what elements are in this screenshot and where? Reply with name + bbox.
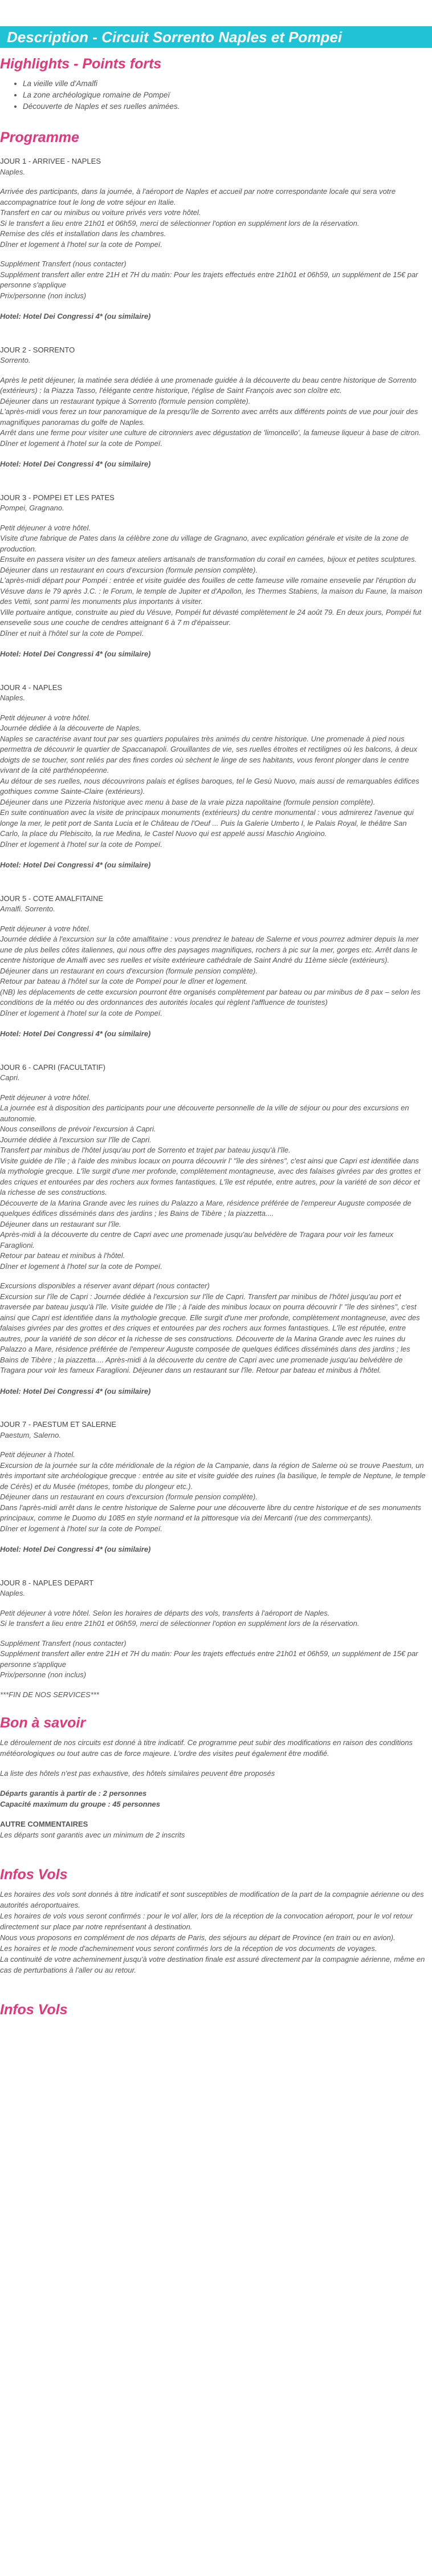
day-extra-line: Supplément transfert aller entre 21H et 7H du matin: Pour les trajets effectués entre 21h01 et 06h59, un supplément de 15€ par personne s'applique bbox=[0, 270, 418, 289]
day-line: Découverte de la Marina Grande avec les ruines du Palazzo a Mare, résidence préférée de l'empereur Auguste composée de quelques édifices disséminés dans des jardins ; les Bains de Tibère ; la piazzetta.... bbox=[0, 1198, 411, 1218]
day-line: Journée dédiée à l'excursion sur la côte amalfitaine : vous prendrez le bateau de Salerne et vous pourrez admirer depuis la mer une de plus belles côtes italiennes, qui nous offre des paysages magnifiques, rochers à pic sur la mer, gorges etc. Arrêt dans le centre historique de Amalfi avec ses ruelles et visite extérieure cathédrale de Saint André du 11ème siècle (extérieurs). bbox=[0, 935, 419, 964]
day-hotel: Hotel: Hotel Dei Congressi 4* (ou similaire) bbox=[0, 861, 151, 869]
day-place: Paestum, Salerno. bbox=[0, 1430, 61, 1439]
day-title: JOUR 3 - POMPEI ET LES PATES bbox=[0, 493, 115, 502]
day-title: JOUR 4 - NAPLES bbox=[0, 683, 63, 692]
day-line: Après le petit déjeuner, la matinée sera dédiée à une promenade guidée à la découverte du beau centre historique de Sorrento (extérieurs) : la Piazza Tasso, l'élégante centre historique, l'église de Saint François avec son cloître etc. bbox=[0, 375, 417, 395]
day-title: JOUR 2 - SORRENTO bbox=[0, 345, 75, 354]
day-line: Journée dédiée à la découverte de Naples. bbox=[0, 724, 141, 732]
day-section bbox=[0, 345, 426, 470]
day-extra-line: Supplément Transfert (nous contacter) bbox=[0, 259, 127, 268]
day-place: Naples. bbox=[0, 167, 26, 176]
day-title: JOUR 7 - PAESTUM ET SALERNE bbox=[0, 1420, 116, 1429]
page-title: Description - Circuit Sorrento Naples et Pompei bbox=[0, 26, 432, 48]
day-line: Visite d'une fabrique de Pates dans la célèbre zone du village de Gragnano, avec explication générale et visite de la zone de production. bbox=[0, 534, 409, 553]
day-extra-line: Prix/personne (non inclus) bbox=[0, 291, 87, 300]
day-line: Dîner et logement à l'hotel sur la cote de Pompeï. bbox=[0, 240, 163, 249]
day-section bbox=[0, 156, 426, 322]
day-line: Petit déjeuner à votre hôtel. bbox=[0, 924, 91, 933]
bon-a-savoir-p2: La liste des hôtels n'est pas exhaustive, des hôtels similaires peuvent être proposés bbox=[0, 1769, 275, 1778]
day-description bbox=[0, 1093, 426, 1272]
day-section bbox=[0, 683, 426, 871]
highlight-item: • La vieille ville d'Amalfi bbox=[23, 78, 426, 90]
highlights-heading: Highlights - Points forts bbox=[0, 56, 162, 72]
highlight-item: • Découverte de Naples et ses ruelles animées. bbox=[23, 101, 426, 112]
day-line: Dîner et logement à l'hotel sur la cote de Pompeï. bbox=[0, 439, 163, 448]
page bbox=[0, 26, 432, 2018]
day-title: JOUR 6 - CAPRI (FACULTATIF) bbox=[0, 1062, 105, 1072]
day-line: Arrivée des participants, dans la journée, à l'aéroport de Naples et accueil par notre correspondante locale qui sera votre accompagnatrice tout le long de votre séjour en Italie. bbox=[0, 187, 396, 206]
day-description bbox=[0, 375, 426, 449]
day-extra-line: Excursion sur l'île de Capri : Journée dédiée à l'excursion sur l'île de Capri. Transfert par minibus de l'hôtel jusqu'au port et traversée par bateau jusqu'à l'île. Visite guidée de l'île ; à l'aide des minibus locaux on pourra découvrir l' "île des sirènes", c'est ainsi que Capri est identifiée dans la mythologie grecque. Elle surgit d'une mer profonde, complètement montagneuse, avec des falaises givrées par des grottes et des criques et entourées par des rochers aux formes fantastiques. L'île est réputée, entre autres, pour la variété de son décor et la richesse de ses constructions. Découverte de la Marina Grande avec les ruines du Palazzo a Mare, résidence préférée de l'empereur Auguste composée de quelques édifices disséminés dans des jardins ; les Bains de Tibère ; la piazzetta.... Après-midi à la découverte du centre de Capri avec une promenade jusqu'au belvédère de Tragara pour voir les fameux Faraglioni. Déjeuner dans un restaurant sur l'île. Retour par bateau et minibus à l'hôtel. bbox=[0, 1292, 420, 1374]
day-line: Déjeuner dans une Pizzeria historique avec menu à base de la vraie pizza napolitaine (formule pension complète). bbox=[0, 797, 376, 806]
day-extra-line: Supplément transfert aller entre 21H et 7H du matin: Pour les trajets effectués entre 21h01 et 06h59, un supplément de 15€ par personne s'applique bbox=[0, 1649, 418, 1669]
other-comments-text: Les départs sont garantis avec un minimum de 2 inscrits bbox=[0, 1831, 185, 1839]
day-description bbox=[0, 1608, 426, 1629]
day-line: L'après-midi départ pour Pompéi : entrée et visite guidée des fouilles de cette fameuse ville romaine ensevelie par l'éruption du Vésuve dans le 79 après J.C. : le Forum, le temple de Jupiter et d'Apollon, les Thermes Stabiens, la maison du Faune, la maison des Vettii, sont parmi les monuments plus importants à visiter. bbox=[0, 576, 422, 606]
infos-vols-line: La continuité de votre acheminement jusqu'à votre destination finale est assuré directement par la compagnie aérienne, même en cas de perturbations à l'aller ou au retour. bbox=[0, 1955, 425, 1974]
day-line: Dîner et logement à l'hotel sur la cote de Pompeï. bbox=[0, 1008, 163, 1017]
day-line: Déjeuner dans un restaurant sur l'île. bbox=[0, 1219, 121, 1228]
day-description bbox=[0, 713, 426, 850]
day-section bbox=[0, 1062, 426, 1397]
day-place: Amalfi. Sorrento. bbox=[0, 904, 55, 913]
day-line: Remise des clés et installation dans les chambres. bbox=[0, 229, 166, 238]
bon-a-savoir-heading: Bon à savoir bbox=[0, 1715, 86, 1731]
day-extra bbox=[0, 1638, 426, 1681]
infos-vols-line: Les horaires des vols sont donnés à titre indicatif et sont susceptibles de modification de la part de la compagnie aérienne ou des autorités aéroportuaires. bbox=[0, 1890, 424, 1909]
day-line: Dans l'après-midi arrêt dans le centre historique de Salerne pour une découverte libre du centre historique et de ses monuments principaux, comme le Duomo du 1085 en style normand et la pittoresque via dei Mercanti (rue des commerçants). bbox=[0, 1503, 421, 1522]
day-extra bbox=[0, 1281, 426, 1376]
infos-vols-line: Nous vous proposons en complément de nos départs de Paris, des séjours au départ de Province (en train ou en avion). bbox=[0, 1933, 396, 1942]
end-of-services: ***FIN DE NOS SERVICES*** bbox=[0, 1690, 99, 1699]
guaranteed-departures: Départs garantis à partir de : 2 personnes bbox=[0, 1789, 147, 1798]
day-line: Déjeuner dans un restaurant en cours d'excursion (formule pension complète). bbox=[0, 565, 258, 574]
day-line: Ensuite en passera visiter un des fameux ateliers artisanals de transformation du corail en camées, bijoux et petites sculptures. bbox=[0, 555, 417, 563]
day-line: Dîner et nuit à l'hôtel sur la cote de Pompeï. bbox=[0, 628, 144, 638]
day-description bbox=[0, 186, 426, 250]
day-line: Dîner et logement à l'hotel sur la cote de Pompeï. bbox=[0, 1261, 163, 1271]
day-hotel: Hotel: Hotel Dei Congressi 4* (ou similaire) bbox=[0, 650, 151, 658]
day-title: JOUR 5 - COTE AMALFITAINE bbox=[0, 894, 104, 903]
day-hotel: Hotel: Hotel Dei Congressi 4* (ou similaire) bbox=[0, 460, 151, 468]
day-line: Naples se caractérise avant tout par ses quartiers populaires très animés du centre historique. Une promenade à pied nous permettra de découvrir le quartier de Spaccanapoli. Grouillantes de vie, ses ruelles étroites et rectilignes où les balcons, à deux doigts de se toucher, sont reliés par des fines cordes où sèchent le linge de ses habitants, vous feront plonger dans le centre vivant de la cité parthénopéenne. bbox=[0, 734, 418, 774]
day-line: La journée est à disposition des participants pour une découverte personnelle de la ville de séjour ou pour des excursions en autonomie. bbox=[0, 1104, 409, 1123]
day-title: JOUR 8 - NAPLES DEPART bbox=[0, 1578, 94, 1587]
day-line: L'après-midi vous ferez un tour panoramique de la presqu'île de Sorrento avec arrêts aux différents points de vue pour jouir des magnifiques panoramas du golfe de Naples. bbox=[0, 407, 418, 427]
day-place: Pompei, Gragnano. bbox=[0, 504, 64, 512]
day-line: Au détour de ses ruelles, nous découvrirons palais et églises baroques, tel le Gesù Nuovo, mais aussi de remarquables édifices gothiques comme Sainte-Claire (extérieurs). bbox=[0, 776, 419, 796]
group-capacity: Capacité maximum du groupe : 45 personnes bbox=[0, 1800, 161, 1808]
day-line: Retour par bateau à l'hôtel sur la cote de Pompeï pour le dîner et logement. bbox=[0, 977, 248, 985]
day-extra bbox=[0, 259, 426, 301]
day-section bbox=[0, 1419, 426, 1555]
day-section bbox=[0, 894, 426, 1040]
day-section bbox=[0, 1578, 426, 1701]
day-line: Déjeuner dans un restaurant typique à Sorrento (formule pension complète). bbox=[0, 396, 251, 405]
day-line: Après-midi à la découverte du centre de Capri avec une promenade jusqu'au belvédère de Tragara pour voir les fameux Faraglioni. bbox=[0, 1230, 394, 1250]
day-line: Si le transfert a lieu entre 21h01 et 06h59, merci de sélectionner l'option en supplément lors de la réservation. bbox=[0, 1619, 360, 1628]
day-line: Transfert par minibus de l'hôtel jusqu'au port de Sorrento et trajet par bateau jusqu'à l'île. bbox=[0, 1146, 291, 1154]
day-place: Sorrento. bbox=[0, 356, 31, 364]
day-line: Si le transfert a lieu entre 21h01 et 06h59, merci de sélectionner l'option en supplément lors de la réservation. bbox=[0, 218, 360, 228]
day-extra-line: Prix/personne (non inclus) bbox=[0, 1670, 87, 1679]
day-section bbox=[0, 493, 426, 660]
day-line: Nous conseillons de prévoir l'excursion à Capri. bbox=[0, 1125, 156, 1133]
infos-vols-heading: Infos Vols bbox=[0, 1867, 68, 1883]
day-hotel: Hotel: Hotel Dei Congressi 4* (ou similaire) bbox=[0, 1545, 151, 1553]
programme-days bbox=[0, 156, 426, 1700]
content bbox=[0, 56, 432, 2018]
day-line: Dîner et logement à l'hotel sur la cote de Pompeï. bbox=[0, 839, 163, 849]
day-line: Petit déjeuner à votre hôtel. bbox=[0, 1093, 91, 1102]
day-extra-line: Excursions disponibles a réserver avant départ (nous contacter) bbox=[0, 1281, 210, 1290]
infos-vols-line: Les horaires de vols vous seront confirmés : pour le vol aller, lors de la réception de la convocation aéroport, pour le vol retour directement sur place par notre représentant à destination. bbox=[0, 1912, 413, 1931]
infos-vols-line: Les horaires et le mode d'acheminement vous seront confirmés lors de la réception de vos documents de voyages. bbox=[0, 1944, 377, 1953]
day-description bbox=[0, 1450, 426, 1534]
day-line: (NB) les déplacements de cette excursion pourront être organisés complètement par bateau ou par minibus de 8 pax – selon les conditions de la météo ou des ordonnances des autorités locales qui règlent l'affluence de touristes) bbox=[0, 987, 421, 1007]
day-place: Naples. bbox=[0, 693, 26, 702]
highlights-list bbox=[11, 78, 426, 112]
day-hotel: Hotel: Hotel Dei Congressi 4* (ou similaire) bbox=[0, 312, 151, 321]
day-place: Naples. bbox=[0, 1589, 26, 1597]
day-line: En suite continuation avec la visite de principaux monuments (extérieurs) du centre monumental : vous admirerez l'avenue qui longe la mer, le petit port de Santa Lucia et le Château de l'Oeuf ... Puis la Galerie Umberto I, le Palais Royal, le théâtre San Carlo, la place du Plebiscito, la rue Medina, le Castel Nuovo qui est appelé aussi Maschio Angioino. bbox=[0, 808, 414, 838]
other-comments-title: AUTRE COMMENTAIRES bbox=[0, 1820, 88, 1828]
day-line: Journée dédiée à l'excursion sur l'île de Capri. bbox=[0, 1135, 152, 1144]
day-line: Visite guidée de l'île ; à l'aide des minibus locaux on pourra découvrir l' "île des sirènes", c'est ainsi que Capri est identifiée dans la mythologie grecque. L'île surgit d'une mer profonde, complètement montagneuse, avec des falaises givrées par des grottes et des criques et entourées par des rochers aux formes fantastiques. L'île est réputée, entre autres, pour la variété de son décor et la richesse de ses constructions. bbox=[0, 1156, 421, 1196]
day-line: Dîner et logement à l'hotel sur la cote de Pompeï. bbox=[0, 1524, 163, 1533]
highlight-item: • La zone archéologique romaine de Pompeï bbox=[23, 90, 426, 101]
day-extra-line: Supplément Transfert (nous contacter) bbox=[0, 1638, 127, 1648]
day-line: Déjeuner dans un restaurant en cours d'excursion (formule pension complète). bbox=[0, 966, 258, 975]
infos-vols-heading-2: Infos Vols bbox=[0, 2002, 68, 2018]
day-line: Petit déjeuner à votre hôtel. bbox=[0, 523, 91, 532]
day-description bbox=[0, 924, 426, 1019]
day-line: Petit déjeuner à votre hôtel. bbox=[0, 713, 91, 722]
day-hotel: Hotel: Hotel Dei Congressi 4* (ou similaire) bbox=[0, 1386, 151, 1395]
programme-heading: Programme bbox=[0, 129, 79, 145]
day-line: Petit déjeuner à l'hotel. bbox=[0, 1450, 75, 1459]
day-line: Retour par bateau et minibus à l'hôtel. bbox=[0, 1251, 125, 1260]
day-line: Déjeuner dans un restaurant en cours d'excursion (formule pension complète). bbox=[0, 1492, 258, 1501]
day-place: Capri. bbox=[0, 1073, 20, 1082]
day-line: Arrêt dans une ferme pour visiter une culture de citronniers avec dégustation de 'limoncello', la fameuse liqueur à base de citron. bbox=[0, 428, 421, 437]
day-description bbox=[0, 523, 426, 639]
day-line: Excursion de la journée sur la côte méridionale de la région de la Campanie, dans la région de Salerne où se trouve Paestum, un très important site archéologique grecque : entrée au site et visite guidée des ruines (la basilique, le temple de Neptune, le temple de Cérès) et du Musée (métopes, tombe du plongeur etc.). bbox=[0, 1461, 426, 1491]
day-line: Petit déjeuner à votre hôtel. Selon les horaires de départs des vols, transferts à l'aéroport de Naples. bbox=[0, 1608, 330, 1617]
bon-a-savoir-p1: Le déroulement de nos circuits est donné à titre indicatif. Ce programme peut subir des modifications en raison des conditions météorologiques ou tout autre cas de force majeure. L'ordre des visites peut également être modifié. bbox=[0, 1738, 413, 1758]
day-line: Ville portuaire antique, construite au pied du Vésuve, Pompéi fut dévasté complètement le 24 août 79. En deux jours, Pompéi fut ensevelie sous une couche de cendres atteignant 6 à 7 m d'épaisseur. bbox=[0, 607, 422, 627]
day-title: JOUR 1 - ARRIVEE - NAPLES bbox=[0, 157, 101, 165]
infos-vols-text bbox=[0, 1889, 426, 1975]
day-hotel: Hotel: Hotel Dei Congressi 4* (ou similaire) bbox=[0, 1029, 151, 1038]
day-line: Transfert en car ou minibus ou voiture privés vers votre hôtel. bbox=[0, 208, 201, 217]
